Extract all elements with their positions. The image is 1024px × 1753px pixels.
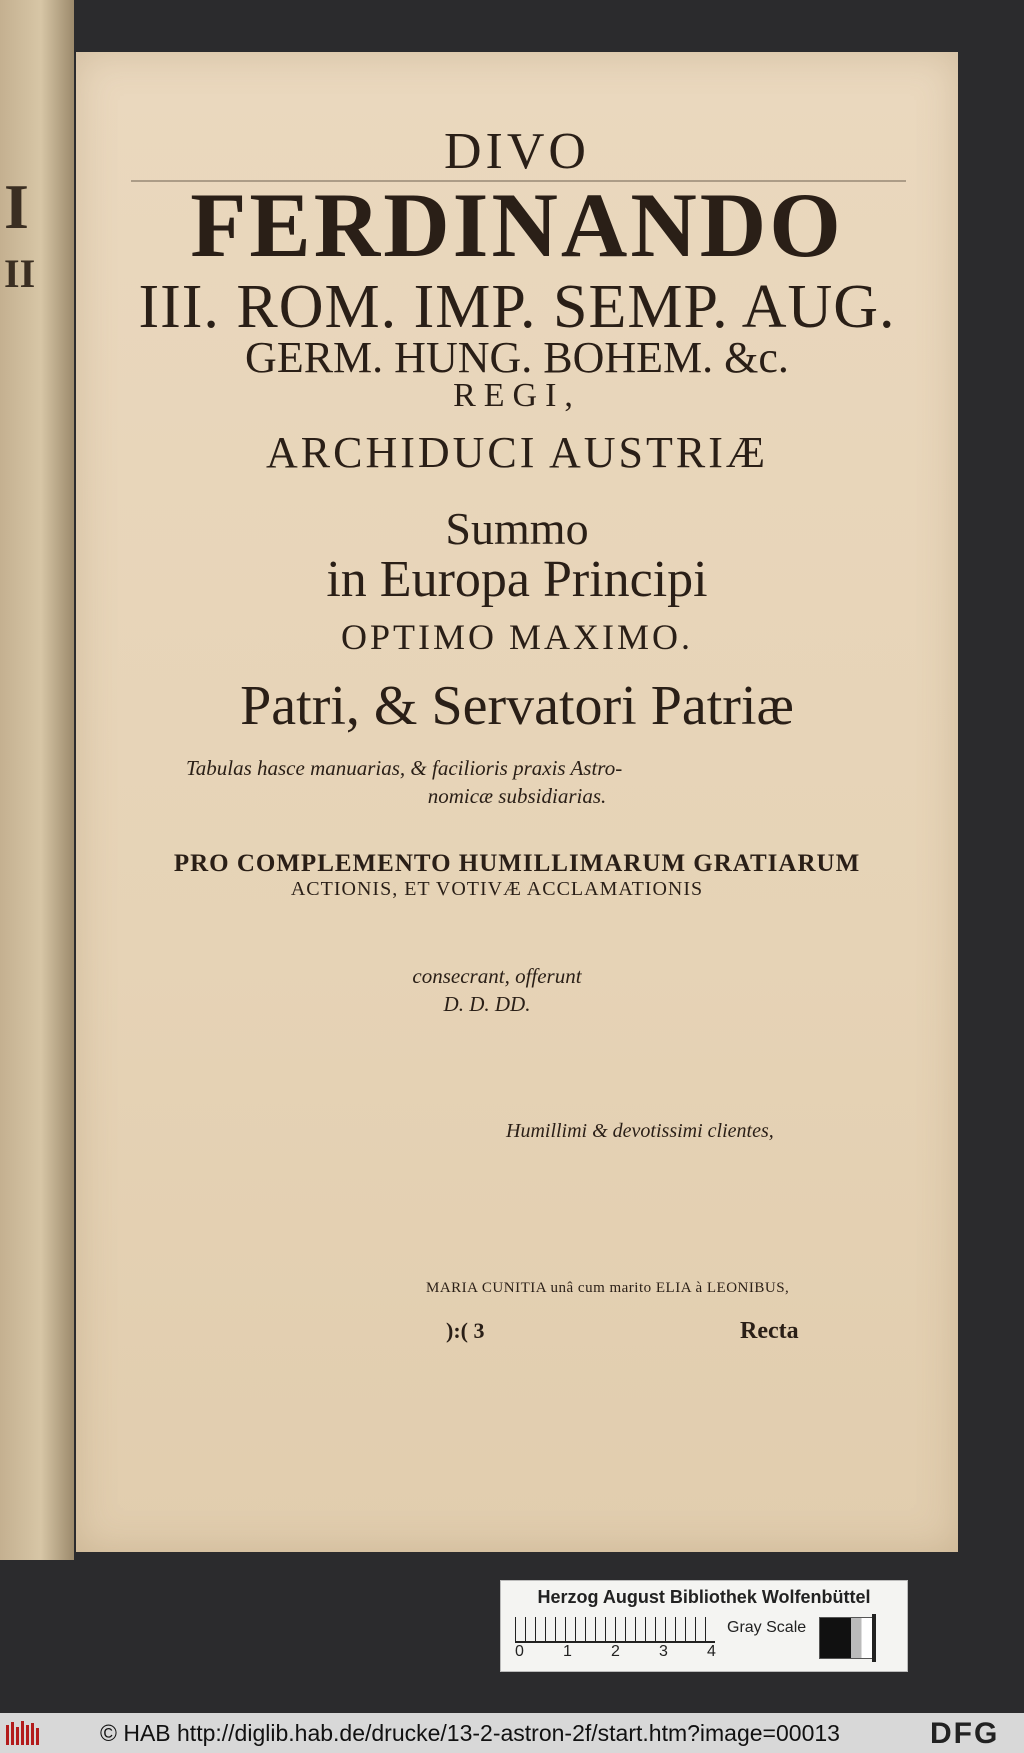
scale-number: 1 [563,1643,572,1660]
divider [131,180,906,182]
heading-title-line: III. ROM. IMP. SEMP. AUG. [138,273,896,341]
left-page-fragment: II [4,251,36,296]
dedication-text: Tabulas hasce manuarias, & facilioris praxis Astro- [186,756,623,780]
dedication-text: consecrant, offerunt [412,964,582,988]
heading-patri: Patri, & Servatori Patriæ [240,675,794,737]
library-name: Herzog August Bibliothek Wolfenbüttel [537,1587,871,1607]
footer-bar [0,1713,1024,1753]
scale-ruler [515,1617,715,1643]
signature-mark: ):( 3 [446,1318,485,1343]
heading-regi: REGI, [453,377,581,414]
author-names: MARIA CUNITIA unâ cum marito ELIA à LEONIBUS, [426,1280,790,1296]
dedication-caps: ACTIONIS, ET VOTIVÆ ACCLAMATIONIS [290,878,704,900]
document-page [76,52,958,1552]
scale-number: 0 [515,1643,524,1660]
hab-logo-icon [4,1719,44,1747]
color-calibration-card [500,1580,908,1672]
scale-number: 2 [611,1643,620,1660]
heading-archiduci: ARCHIDUCI AUSTRIÆ [265,428,769,477]
gray-scale-label: Gray Scale [727,1619,807,1636]
source-url[interactable]: © HAB http://diglib.hab.de/drucke/13-2-astron-2f/start.htm?image=00013 [100,1720,840,1746]
catchword: Recta [740,1318,799,1344]
heading-divo: DIVO [444,123,590,180]
scale-number: 3 [659,1643,668,1660]
gray-scale-swatch [819,1617,873,1659]
left-page-edge [0,0,74,1560]
dfg-logo: DFG [930,1717,1000,1750]
heading-summo: Summo [445,503,589,554]
scale-number: 4 [707,1643,716,1660]
scale-numbers [515,1643,725,1663]
heading-ferdinando: FERDINANDO [190,174,844,276]
heading-optimo: OPTIMO MAXIMO. [340,617,693,657]
heading-europa: in Europa Principi [326,551,708,608]
left-page-fragment: I [4,171,29,242]
dedication-text: nomicæ subsidiarias. [427,784,607,808]
closing-text: Humillimi & devotissimi clientes, [506,1120,774,1142]
dedication-caps: PRO COMPLEMENTO HUMILLIMARUM GRATIARUM [173,850,861,877]
dedication-text: D. D. DD. [443,992,531,1016]
heading-title-line: GERM. HUNG. BOHEM. &c. [245,333,789,382]
